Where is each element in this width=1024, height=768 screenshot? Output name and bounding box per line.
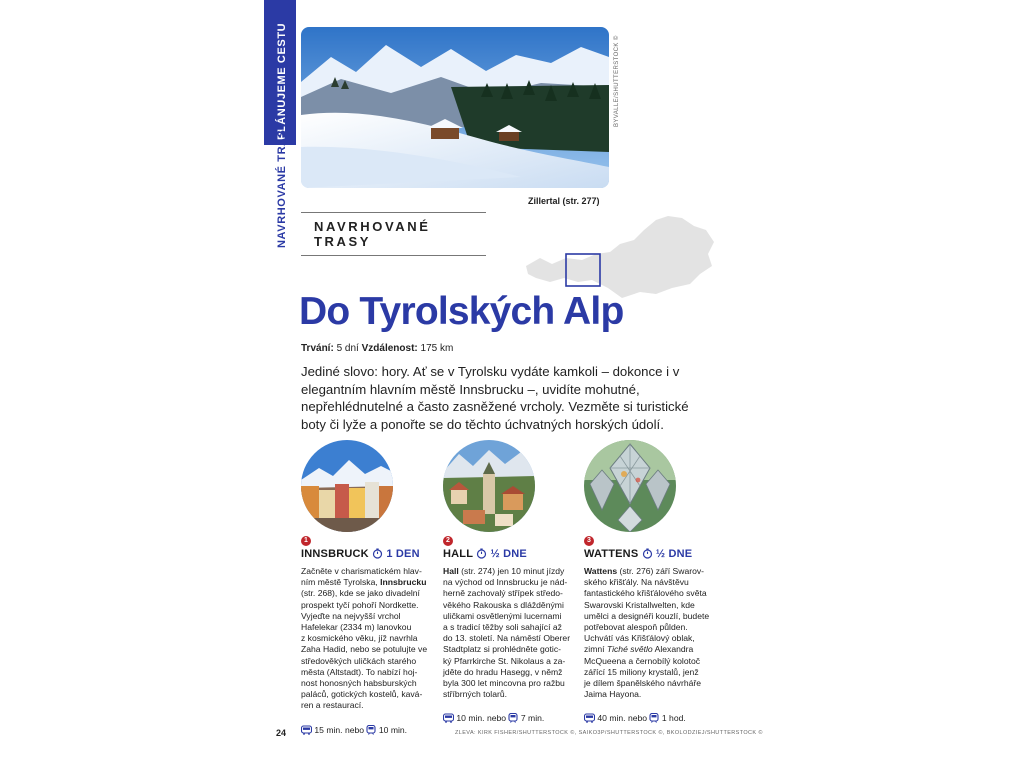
stop-title — [584, 548, 692, 560]
route-meta — [301, 343, 453, 354]
photo-credits: ZLEVA: KIRK FISHER/SHUTTERSTOCK ©, SAIKO3P/SHUTTERSTOCK ©, BKOLODZIEJ/SHUTTERSTOCK © — [455, 730, 763, 736]
body-line-text: ním městě Tyrolska, Innsbrucku — [301, 577, 427, 588]
body-line: Wattens (str. 276) září Swarov- — [584, 566, 705, 576]
page-number: 24 — [276, 728, 287, 738]
body-line: McQueena a černobílý kolotoč — [584, 655, 701, 666]
body-line: jděte do hradu Hasegg, v němž — [443, 666, 563, 677]
stop-transit — [584, 713, 686, 723]
body-line: herně zachovalý střípek středo- — [443, 588, 563, 599]
duration-label: Trvání: — [301, 343, 334, 354]
car-time: 15 min. — [314, 725, 343, 735]
body-line: prospekt tyčí pohoří Nordkette. — [301, 599, 419, 610]
body-line: ského křišťály. Na návštěvu — [584, 577, 689, 588]
stop-name: INNSBRUCK — [301, 548, 369, 560]
body-line: je dílem španělského návrháře — [584, 678, 702, 689]
body-line — [301, 577, 433, 588]
stop-description — [584, 566, 716, 700]
body-line: Zaha Hadid, nebo se potulujte ve — [301, 644, 428, 655]
body-line: uličkami osvětlenými lucernami — [443, 610, 562, 621]
stopwatch-icon — [372, 548, 383, 559]
stopwatch-icon — [476, 548, 487, 559]
body-line: Začněte v charismatickém hlav- — [301, 566, 422, 576]
body-line: Swarovski Kristallwelten, kde — [584, 599, 695, 610]
body-line: Uchvátí vás Křišťálový oblak, — [584, 633, 695, 644]
hero-photo — [301, 27, 609, 188]
train-time: 7 min. — [520, 713, 545, 723]
car-icon — [301, 725, 312, 735]
body-line: byla 300 let mincovna pro ražbu — [443, 678, 565, 689]
innsbruck-photo — [301, 440, 393, 532]
chapter-tab-label: PLÁNUJEME CESTU — [276, 22, 288, 140]
body-line: zimní Tiché světlo Alexandra — [584, 644, 694, 655]
distance-label: Vzdálenost: — [361, 343, 418, 354]
stop-number-badge: 1 — [301, 536, 311, 546]
body-line: ký Pfarrkirche St. Nikolaus a za- — [443, 655, 566, 666]
distance-value: 175 km — [420, 343, 454, 354]
body-line: na východ od Innsbrucku je nád- — [443, 577, 568, 588]
body-line: Stadtplatz si prohlédněte gotic- — [443, 644, 561, 655]
page-title: Do Tyrolských Alp — [299, 290, 624, 333]
body-line: potřebovat alespoň půlden. — [584, 622, 688, 633]
stop-number-badge: 3 — [584, 536, 594, 546]
car-icon — [443, 713, 454, 723]
body-line: do 13. století. Na náměstí Oberer — [443, 633, 571, 644]
body-line: a s tradicí těžby soli sahající až — [443, 622, 562, 633]
train-icon — [508, 713, 518, 723]
hero-photo-credit: BYVALLE/SHUTTERSTOCK © — [614, 35, 620, 127]
section-heading: NAVRHOVANÉ TRASY — [301, 212, 486, 256]
body-line: ren a restaurací. — [301, 700, 364, 711]
body-line: zářící 15 miliony krystalů, jenž — [584, 666, 699, 677]
train-icon — [366, 725, 376, 735]
stop-title — [301, 548, 420, 560]
body-line: (str. 268), kde se jako divadelní — [301, 588, 420, 599]
stop-name: WATTENS — [584, 548, 639, 560]
stop-transit — [443, 713, 544, 723]
stop-duration: 1 DEN — [386, 548, 420, 560]
stop-title — [443, 548, 527, 560]
car-time: 10 min. — [456, 713, 485, 723]
section-side-label: NAVRHOVANÉ TRASY — [276, 121, 288, 248]
transit-separator: nebo — [627, 713, 648, 723]
body-line: z kosmického věku, jíž navrhla — [301, 633, 418, 644]
hero-caption: Zillertal (str. 277) — [528, 196, 600, 206]
train-icon — [649, 713, 659, 723]
body-line: středověkých uličkách starého — [301, 655, 417, 666]
stop-duration: ½ DNE — [490, 548, 527, 560]
body-line: fantastického křišťálového světa — [584, 588, 707, 599]
stop-transit — [301, 725, 407, 735]
stopwatch-icon — [642, 548, 653, 559]
body-line: Vyjeďte na nejvyšší vrchol — [301, 610, 401, 621]
body-line: Hafelekar (2334 m) lanovkou — [301, 622, 412, 633]
stop-number-badge: 2 — [443, 536, 453, 546]
body-line: paláců, gotických kostelů, kavá- — [301, 689, 423, 700]
body-line: Jaima Hayona. — [584, 689, 642, 700]
train-time: 10 min. — [378, 725, 408, 735]
stop-name: HALL — [443, 548, 473, 560]
stop-duration: ½ DNE — [655, 548, 693, 560]
body-line: umělci a designéři kouzlí, budete — [584, 610, 710, 621]
intro-paragraph: Jediné slovo: hory. Ať se v Tyrolsku vydáte kamkoli – dokonce i v elegantním hlavním městě Innsbrucku –, uvidíte mohutné, nepřehlédnutelné a často zasněžené vrcholy. Vezměte si turistické boty či lyže a ponořte se do těchto úchvatných horských údolí. — [301, 364, 689, 432]
hall-photo — [443, 440, 535, 532]
car-time: 40 min. — [597, 713, 626, 723]
body-line: stříbrných tolarů. — [443, 689, 507, 700]
stop-description — [443, 566, 575, 700]
body-line: města (Altstadt). To nabízí hoj- — [301, 666, 418, 677]
duration-value: 5 dní — [336, 343, 359, 354]
body-line: nost honosných habsburských — [301, 678, 417, 689]
transit-separator: nebo — [344, 725, 365, 735]
train-time: 1 hod. — [661, 713, 686, 723]
body-line: věkého Rakouska s dlážděnými — [443, 599, 564, 610]
wattens-photo — [584, 440, 676, 532]
car-icon — [584, 713, 595, 723]
stop-description — [301, 566, 433, 712]
body-line: Hall (str. 274) jen 10 minut jízdy — [443, 566, 565, 576]
transit-separator: nebo — [486, 713, 507, 723]
